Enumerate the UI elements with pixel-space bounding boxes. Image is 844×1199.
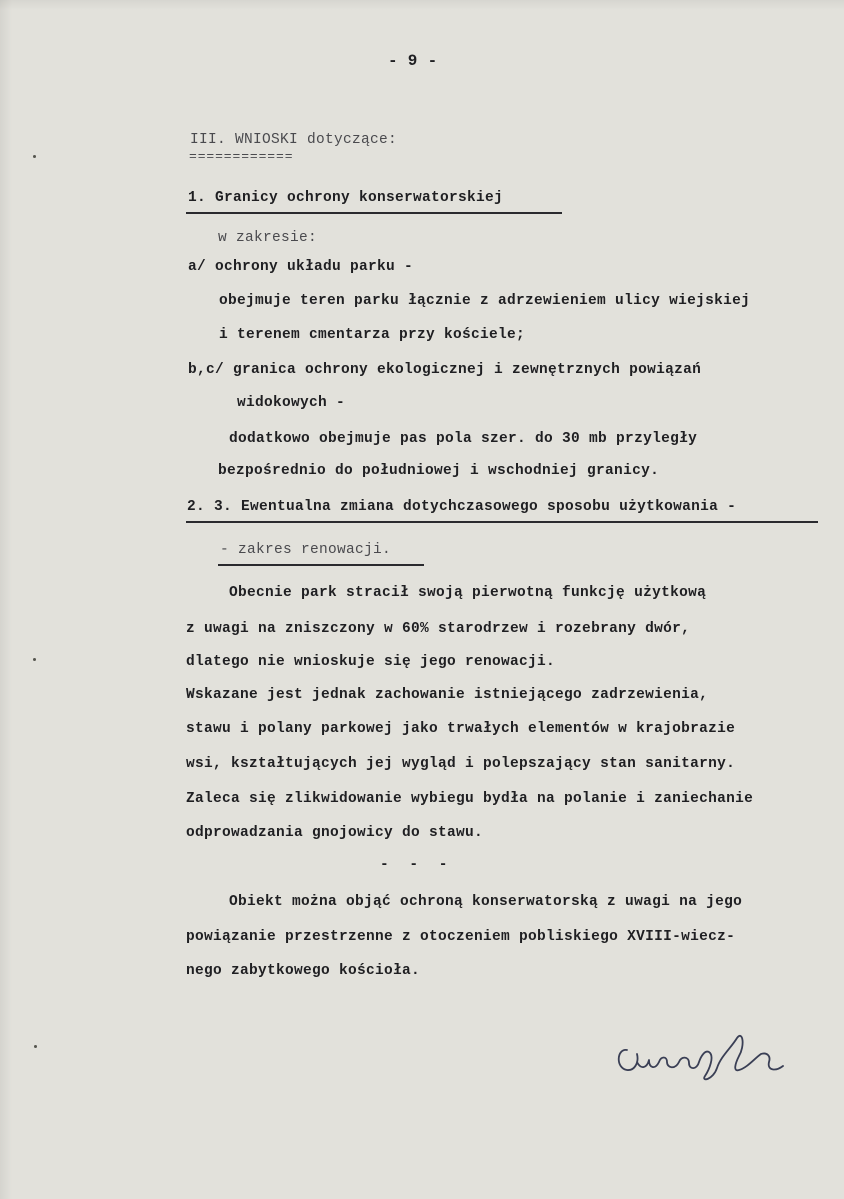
s1-line-8: bezpośrednio do południowej i wschodniej granicy. [218,463,660,479]
conclusion-line-1: Obiekt można objąć ochroną konserwatorską z uwagi na jego [229,894,743,910]
s2-line-6: wsi, kształtujących jej wygląd i polepszający stan sanitarny. [186,756,736,772]
section-1-underline [186,212,562,214]
s2-line-7: Zaleca się zlikwidowanie wybiegu bydła na polanie i zaniechanie [186,791,754,807]
s2-line-8: odprowadzania gnojowicy do stawu. [186,825,484,841]
s2-line-2: z uwagi na zniszczony w 60% starodrzew i rozebrany dwór, [186,621,691,637]
heading: III. WNIOSKI dotyczące: [190,132,398,148]
s2-line-5: stawu i polany parkowej jako trwałych elementów w krajobrazie [186,721,736,737]
s1-line-1: w zakresie: [218,230,318,246]
punch-mark-2 [33,658,36,661]
section-1-title: 1. Granicy ochrony konserwatorskiej [188,190,504,206]
s1-line-4: i terenem cmentarza przy kościele; [219,327,526,343]
s1-line-2: a/ ochrony układu parku - [188,259,414,275]
s1-line-3: obejmuje teren parku łącznie z adrzewieniem ulicy wiejskiej [219,293,751,309]
s2-line-1: Obecnie park stracił swoją pierwotną funkcję użytkową [229,585,707,601]
separator: - - - [380,857,454,873]
section-2-title-line-2: - zakres renowacji. [220,542,392,558]
s1-line-7: dodatkowo obejmuje pas pola szer. do 30 mb przyległy [229,431,698,447]
s1-line-5: b,c/ granica ochrony ekologicznej i zewnętrznych powiązań [188,362,702,378]
s1-line-6: widokowych - [237,395,346,411]
page-number: - 9 - [388,52,438,70]
s2-line-4: Wskazane jest jednak zachowanie istniejącego zadrzewienia, [186,687,709,703]
section-2-underline-2 [218,564,424,566]
conclusion-line-3: nego zabytkowego kościoła. [186,963,421,979]
punch-mark-3 [34,1045,37,1048]
conclusion-line-2: powiązanie przestrzenne z otoczeniem pobliskiego XVIII-wiecz- [186,929,736,945]
punch-mark-1 [33,155,36,158]
signature-icon [605,1010,795,1090]
s2-line-3: dlatego nie wnioskuje się jego renowacji. [186,654,556,670]
section-2-underline-1 [186,521,818,523]
section-2-title-line-1: 2. 3. Ewentualna zmiana dotychczasowego sposobu użytkowania - [187,499,737,515]
heading-underline: ============ [189,149,294,164]
